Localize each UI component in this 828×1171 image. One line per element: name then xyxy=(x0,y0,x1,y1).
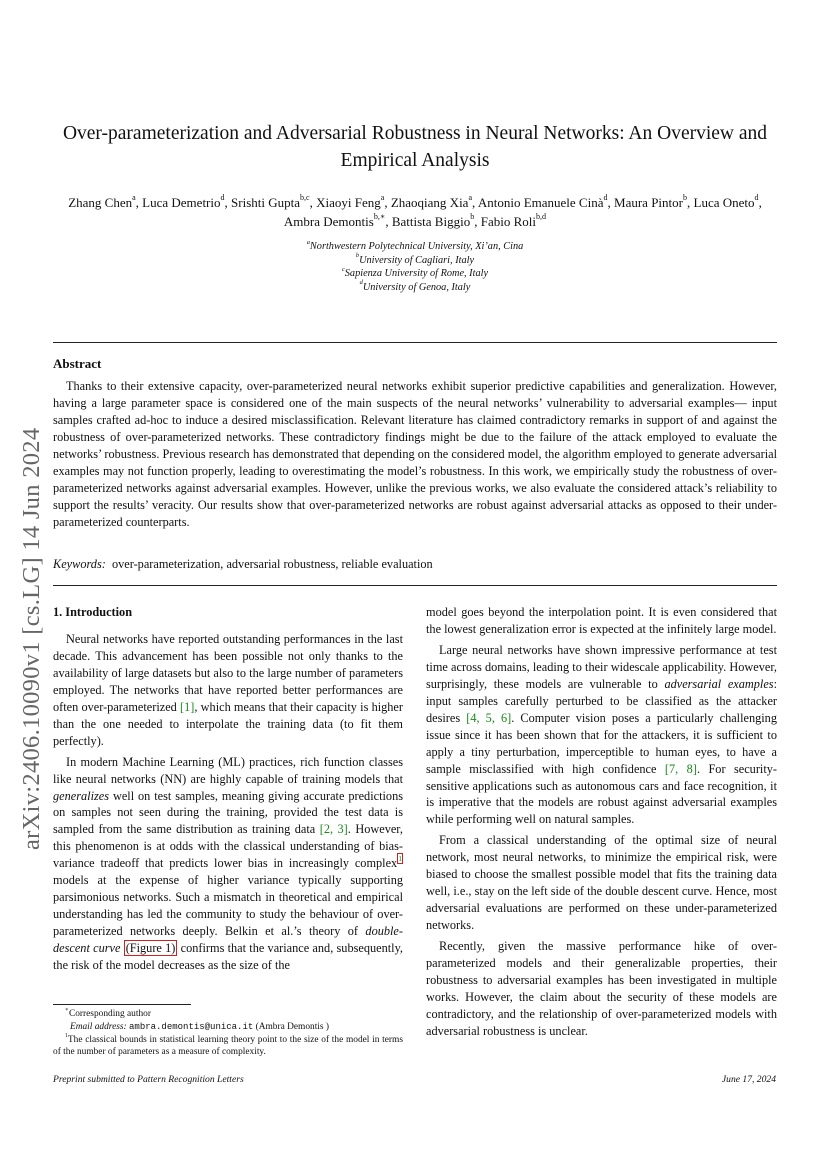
author-affiliation-mark: b,∗ xyxy=(373,212,386,222)
top-rule xyxy=(53,342,777,343)
author-name: Luca Oneto$^d$ xyxy=(693,193,759,210)
keywords-label: Keywords: xyxy=(53,557,106,571)
author-list: Zhang Chen$^a$, Luca Demetrio$^d$, Srishti Gupta$^{b,c}$, Xiaoyi Feng$^a$, Zhaoqiang Xia$^a$, Antonio Emanuele Cinà$^d$, Maura Pintor$^b$, Luca Oneto$^d$, Ambra Demontis$^{b,∗}$, Battista Biggio$^b$, Fabio Roli$^{b,d}$ xyxy=(68,193,762,229)
citation-link[interactable]: [7, 8] xyxy=(664,761,697,776)
author-affiliation-mark: b,d xyxy=(536,212,547,222)
abstract-heading: Abstract xyxy=(53,356,102,371)
abstract-text: Thanks to their extensive capacity, over-parameterized neural networks exhibit superior predictive capabilities and generalization. However, having a large parameter space is considered one of the main suspects of the neural networks’ vulnerability to adversarial examples— input samples crafted ad-hoc to induce a desired misclassification. Relevant literature has claimed contradictory remarks in support of and against the robustness of over-parameterized networks. These contradictory findings might be due to the failure of the attack employed to evaluate the networks’ robustness. Previous research has demonstrated that depending on the considered model, the algorithm employed to generate adversarial examples may not function properly, leading to overestimating the model’s robustness. In this work, we empirically study the robustness of over-parameterized networks against adversarial examples. However, unlike the previous works, we also evaluate the considered attack’s reliability to support the results’ veracity. Our results show that over-parameterized networks are robust against adversarial attacks as opposed to their under-parameterized counterparts. xyxy=(53,379,777,529)
intro-paragraph-1: Neural networks have reported outstanding performances in the last decade. This advancement has been possible not only thanks to the availability of large datasets but also to the large number of parameters employed. The networks that have reported better performances are often over-parameterized [1], which means that their capacity is higher than the one needed to interpolate the training data (to fit them perfectly). xyxy=(53,631,403,748)
keywords-text: over-parameterization, adversarial robustness, reliable evaluation xyxy=(111,557,433,571)
affiliation-line: $^a$Northwestern Polytechnical University, Xi’an, Cina xyxy=(306,238,524,252)
author-name: Fabio Roli$^{b,d}$ xyxy=(480,212,547,229)
author-name: Zhang Chen$^a$ xyxy=(68,193,136,210)
author-name: Xiaoyi Feng$^a$ xyxy=(316,193,385,210)
author-affiliation-mark: d xyxy=(220,193,225,203)
citation-link[interactable]: [4, 5, 6] xyxy=(466,710,512,725)
right-column xyxy=(426,604,777,1044)
paper-title: Over-parameterization and Adversarial Robustness in Neural Networks: An Overview and Empirical Analysis xyxy=(62,123,768,171)
author-affiliation-mark: b xyxy=(682,193,688,203)
author-name: Ambra Demontis$^{b,∗}$ xyxy=(283,212,386,229)
author-name: Antonio Emanuele Cinà$^d$ xyxy=(477,193,608,210)
author-affiliation-mark: d xyxy=(603,193,608,203)
footer-left: Preprint submitted to Pattern Recognition Letters xyxy=(53,1074,244,1085)
affiliations xyxy=(200,240,630,294)
footnote-marker[interactable]: 1 xyxy=(398,854,402,864)
abstract-bottom-rule xyxy=(53,585,777,586)
arxiv-sidebar-id: arXiv:2406.10090v1 [cs.LG] 14 Jun 2024 xyxy=(18,427,45,850)
email-link[interactable]: ambra.demontis@unica.it xyxy=(129,1022,254,1032)
left-column xyxy=(53,604,403,978)
keywords xyxy=(53,557,433,572)
abstract-body xyxy=(53,378,777,531)
footnote-rule xyxy=(53,1004,191,1005)
affiliation-line: $^b$University of Cagliari, Italy xyxy=(355,252,475,266)
intro-paragraph-4: Large neural networks have shown impressive performance at test time across domains, leading to their widescale applicability. However, surprisingly, these models are vulnerable to adversarial examples: input samples carefully perturbed to be classified as the attacker desires [4, 5, 6]. Computer vision poses a particularly challenging issue since it has been shown that for the attackers, it is sufficient to apply a tiny perturbation, imperceptible to human eyes, to have a sample misclassified with high confidence [7, 8]. For security-sensitive applications such as autonomous cars and face recognition, it is imperative that the models are robust against adversarial examples while performing well on natural samples. xyxy=(426,642,778,827)
author-affiliation-mark: b,c xyxy=(300,193,310,203)
author-affiliation-mark: d xyxy=(754,193,759,203)
intro-paragraph-6: Recently, given the massive performance hike of over-parameterized models and their generalizable properties, their robustness to adversarial examples has been investigated in multiple works. However, the claim about the security of these models are contradictory, and the relationship of over-parameterized models with adversarial robustness is unclear. xyxy=(426,939,777,1038)
author-name: Battista Biggio$^b$ xyxy=(391,212,475,229)
section-title: 1. Introduction xyxy=(53,605,133,619)
author-affiliation-mark: a xyxy=(380,193,385,203)
affiliation-line: $^c$Sapienza University of Rome, Italy xyxy=(341,265,489,279)
intro-paragraph-5: From a classical understanding of the optimal size of neural network, most neural networks, to minimize the empirical risk, were biased to choose the smallest possible model that fits the training data well, i.e., stay on the left side of the double descent curve. Hence, most adversarial evaluations are performed on these under-parameterized networks. xyxy=(426,833,777,933)
corresponding-footnote: ∗Corresponding author xyxy=(65,1007,151,1019)
author-affiliation-mark: a xyxy=(132,193,136,203)
footnote-1: $^1$The classical bounds in statistical learning theory point to the size of the model in terms of the number of parameters as a measure of complexity. xyxy=(53,1033,403,1058)
author-name: Luca Demetrio$^d$ xyxy=(142,193,225,210)
author-affiliation-mark: a xyxy=(468,193,473,203)
affiliation-line: $^d$University of Genoa, Italy xyxy=(359,279,471,293)
author-affiliation-mark: b xyxy=(470,212,475,222)
citation-link[interactable]: [1] xyxy=(180,699,195,714)
footer-date: June 17, 2024 xyxy=(721,1074,776,1085)
email-footnote: Email address: ambra.demontis@unica.it (Ambra Demontis ) xyxy=(70,1022,330,1032)
intro-paragraph-3: model goes beyond the interpolation point. It is even considered that the lowest generalization error is expected at the infinitely large model. xyxy=(426,605,777,636)
author-name: Srishti Gupta$^{b,c}$ xyxy=(231,193,310,210)
author-name: Maura Pintor$^b$ xyxy=(614,193,688,210)
author-name: Zhaoqiang Xia$^a$ xyxy=(390,193,473,210)
figure-reference-link[interactable]: (Figure 1) xyxy=(125,941,176,956)
intro-paragraph-2: In modern Machine Learning (ML) practices, rich function classes like neural networks (NN) are highly capable of training models that generalizes well on test samples, meaning giving accurate predictions on samples not seen during the training, provided the test data is sampled from the same distribution as training data [2, 3]. However, this phenomenon is at odds with the classical understanding of bias-variance tradeoff that predicts lower bias in increasingly complex$^1$ models at the expense of higher variance typically supporting parsimonious networks. Such a mismatch in theoretical and empirical understanding has led the community to study the behaviour of over-parameterized networks deeply. Belkin et al.’s theory of double-descent curve (Figure 1) confirms that the variance and, subsequently, the risk of the model decreases as the size of the xyxy=(53,754,403,973)
citation-link[interactable]: [2, 3] xyxy=(319,822,348,837)
